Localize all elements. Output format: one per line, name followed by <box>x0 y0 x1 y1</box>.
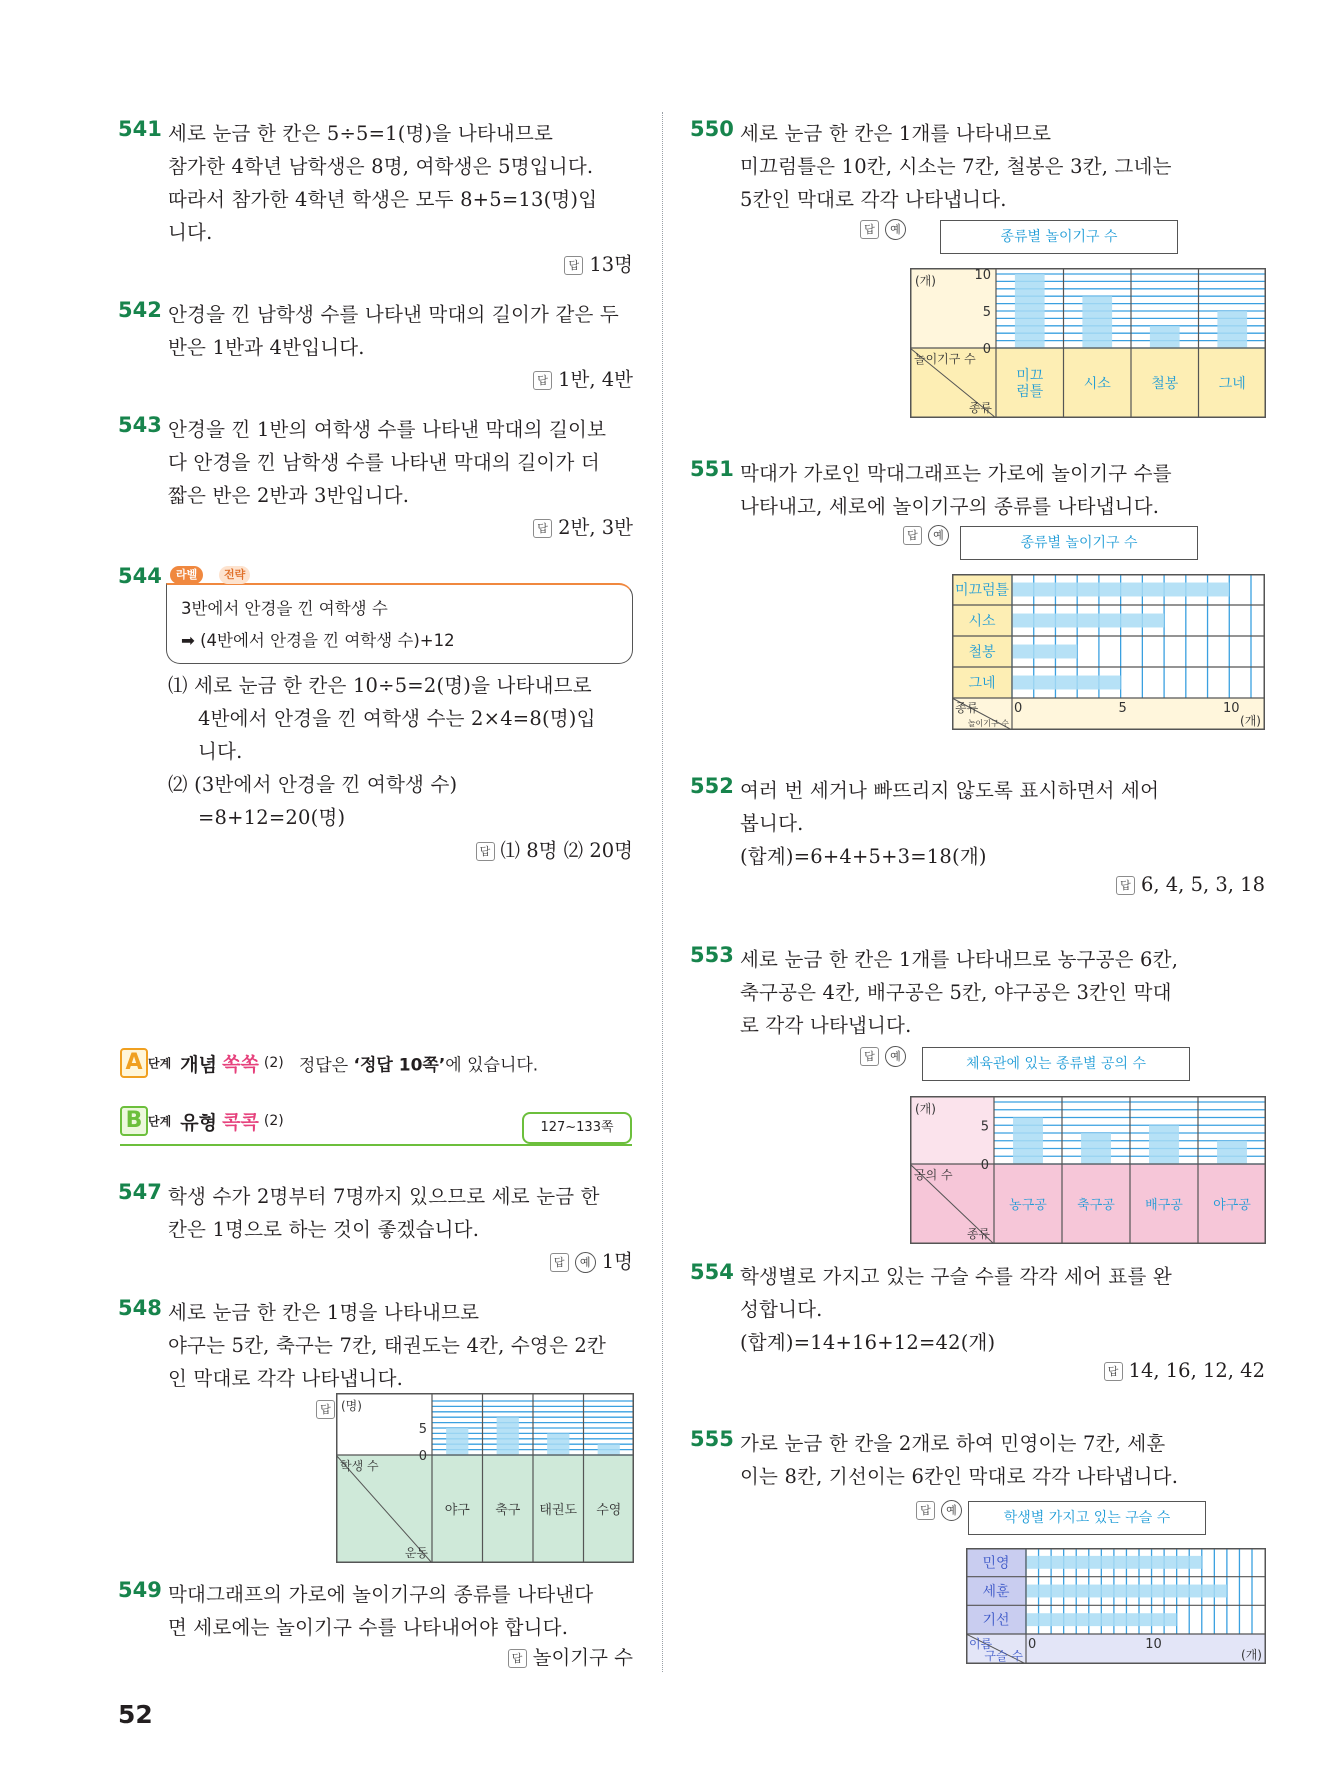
bar-축구 <box>497 1417 519 1455</box>
chart-551 <box>952 574 1265 730</box>
step-label: 단계 <box>148 1056 172 1071</box>
problem-text <box>740 774 1159 873</box>
text-line: ⑵ (3반에서 안경을 낀 여학생 수) <box>168 773 458 796</box>
answer-text: 1명 <box>601 1250 633 1273</box>
text-line: ⑴ 세로 눈금 한 칸은 10÷5=2(명)을 나타내므로 <box>168 674 592 697</box>
category-label: 시소 <box>968 613 996 630</box>
problem-542 <box>118 298 633 398</box>
text-line: 다 안경을 낀 남학생 수를 나타낸 막대의 길이가 더 <box>168 451 600 474</box>
category-axis-label: 종류 <box>955 701 979 715</box>
text-line: 세로 눈금 한 칸은 1개를 나타내므로 <box>740 122 1052 145</box>
category-axis-label: 이름 <box>969 1637 993 1651</box>
text-line: 안경을 낀 남학생 수를 나타낸 막대의 길이가 같은 두 <box>168 303 619 326</box>
answer-mark: 답 <box>916 1501 935 1520</box>
answer-text: 13명 <box>589 253 633 276</box>
example-mark: 예 <box>885 219 906 240</box>
problem-551 <box>690 457 1265 527</box>
problem-number: 543 <box>118 413 162 437</box>
unit-label: (개) <box>1240 714 1261 728</box>
bar-수영 <box>598 1444 620 1455</box>
example-mark: 예 <box>928 525 949 546</box>
answer-mark: 답 <box>564 256 583 275</box>
category-label: 야구공 <box>1213 1198 1251 1213</box>
text-line: 면 세로에는 놀이기구 수를 나타내어야 합니다. <box>168 1616 569 1639</box>
text-line: =8+12=20(명) <box>198 806 346 829</box>
strategy-line: ➡ (4반에서 안경을 낀 여학생 수)+12 <box>181 631 455 650</box>
text-line: 5칸인 막대로 각각 나타냅니다. <box>740 188 1007 211</box>
answer-mark: 답 <box>1104 1362 1123 1381</box>
problem-543 <box>118 413 633 543</box>
section-title: 유형 <box>180 1111 217 1134</box>
problem-552 <box>690 774 1265 914</box>
problem-text <box>740 117 1172 216</box>
problem-number: 541 <box>118 117 162 141</box>
problem-number: 550 <box>690 117 734 141</box>
text-line: 반은 1반과 4반입니다. <box>168 336 365 359</box>
text-line: 4반에서 안경을 낀 여학생 수는 2×4=8(명)입 <box>198 707 596 730</box>
category-label: 그네 <box>1218 376 1246 392</box>
answer-mark: 답 <box>860 1047 879 1066</box>
chart-553 <box>910 1096 1266 1244</box>
section-title-accent: 쏙쏙 <box>222 1053 259 1076</box>
category-area <box>336 1455 634 1563</box>
category-label: 그네 <box>968 675 996 692</box>
section-note-end: 에 있습니다. <box>445 1055 539 1076</box>
text-line: 칸은 1명으로 하는 것이 좋겠습니다. <box>168 1218 480 1241</box>
category-label: 수영 <box>596 1503 622 1518</box>
text-line: 이는 8칸, 기선이는 6칸인 막대로 각각 나타냅니다. <box>740 1465 1179 1488</box>
text-line: 학생별로 가지고 있는 구슬 수를 각각 세어 표를 완 <box>740 1265 1172 1288</box>
tick-label: 5 <box>982 305 991 320</box>
answer <box>533 512 633 540</box>
problem-553 <box>690 943 1265 1053</box>
problem-548 <box>118 1296 633 1406</box>
text-line: 짧은 반은 2반과 3반입니다. <box>168 484 410 507</box>
step-letter: B <box>120 1106 148 1136</box>
problem-number: 547 <box>118 1180 162 1204</box>
answer-text: 6, 4, 5, 3, 18 <box>1140 873 1265 896</box>
text-line: 야구는 5칸, 축구는 7칸, 태권도는 4칸, 수영은 2칸 <box>168 1334 607 1357</box>
problem-541 <box>118 117 633 277</box>
section-title-accent: 콕콕 <box>222 1111 259 1134</box>
problem-number: 548 <box>118 1296 162 1320</box>
category-label: 미끄 <box>1016 368 1044 384</box>
bar-태권도 <box>547 1433 569 1455</box>
category-label: 태권도 <box>539 1503 578 1518</box>
category-axis-label: 종류 <box>966 1227 990 1241</box>
text-line: 성합니다. <box>740 1298 823 1321</box>
value-axis-label: 놀이기구 수 <box>967 719 1009 728</box>
text-line: 로 각각 나타냅니다. <box>740 1014 912 1037</box>
tick-label: 0 <box>418 1449 427 1464</box>
problem-text <box>168 669 596 834</box>
problem-text <box>168 1578 593 1644</box>
answer-mark: 답 <box>903 526 922 545</box>
answer <box>476 835 634 863</box>
problem-550 <box>690 117 1265 227</box>
problem-554 <box>690 1260 1265 1400</box>
problem-text <box>168 413 606 512</box>
text-line: 나타내고, 세로에 놀이기구의 종류를 나타냅니다. <box>740 495 1160 518</box>
section-part: (2) <box>263 1113 284 1129</box>
problem-text <box>740 1427 1178 1493</box>
tick-label: 0 <box>1028 1637 1037 1652</box>
chart-svg <box>952 574 1265 730</box>
text-line: 니다. <box>198 740 243 763</box>
answer-mark-group <box>860 1046 912 1067</box>
problem-text <box>168 1296 606 1395</box>
answer-text: 14, 16, 12, 42 <box>1128 1359 1265 1382</box>
category-axis-label: 종류 <box>968 401 992 415</box>
problem-549 <box>118 1578 633 1678</box>
tick-label: 0 <box>982 342 991 357</box>
section-b-rule <box>120 1144 632 1146</box>
example-mark: 예 <box>941 1500 962 1521</box>
answer-text: 2반, 3반 <box>558 516 633 539</box>
value-axis-label: 공의 수 <box>914 1168 953 1182</box>
category-label: 야구 <box>444 1503 470 1518</box>
strategy-box <box>166 583 633 664</box>
category-label: 민영 <box>982 1555 1010 1572</box>
problem-text <box>740 457 1172 523</box>
section-note-bold: ‘정답 10쪽’ <box>353 1055 446 1076</box>
text-line: 축구공은 4칸, 배구공은 5칸, 야구공은 3칸인 막대 <box>740 981 1172 1004</box>
bar-민영 <box>1026 1556 1202 1569</box>
chart-548 <box>336 1393 634 1563</box>
answer-mark: 답 <box>316 1400 335 1419</box>
step-letter: A <box>120 1048 148 1078</box>
answer <box>550 1246 633 1274</box>
chart-svg <box>910 1096 1266 1244</box>
unit-label: (명) <box>341 1399 362 1413</box>
bar-시소 <box>1082 296 1112 348</box>
bar-농구공 <box>1013 1118 1043 1165</box>
text-line: 막대그래프의 가로에 놀이기구의 종류를 나타낸다 <box>168 1583 594 1606</box>
tick-label: 0 <box>1014 701 1023 716</box>
problem-547 <box>118 1180 633 1280</box>
text-line: 막대가 가로인 막대그래프는 가로에 놀이기구 수를 <box>740 462 1172 485</box>
value-axis-label: 놀이기구 수 <box>914 352 976 366</box>
chart-svg <box>910 268 1266 418</box>
problem-number: 551 <box>690 457 734 481</box>
category-label: 축구 <box>495 1503 521 1518</box>
bar-그네 <box>1012 676 1121 690</box>
answer <box>1104 1359 1265 1382</box>
tick-label: 5 <box>980 1119 989 1135</box>
answer-mark-group <box>903 525 955 546</box>
answer-text: 1반, 4반 <box>558 368 633 391</box>
section-part: (2) <box>263 1055 284 1071</box>
answer <box>508 1642 633 1670</box>
chart-555 <box>966 1548 1266 1664</box>
problem-number: 544 <box>118 564 162 588</box>
chart-550 <box>910 268 1266 418</box>
category-axis-label: 운동 <box>404 1546 428 1560</box>
section-note: 정답은 <box>298 1055 354 1076</box>
unit-label: (개) <box>1241 1648 1262 1662</box>
answer-text: 놀이기구 수 <box>532 1646 633 1669</box>
page-number: 52 <box>118 1700 153 1729</box>
bar-야구공 <box>1217 1141 1247 1164</box>
problem-544-solution <box>168 669 633 869</box>
answer <box>533 364 633 392</box>
page-range-tab: 127~133쪽 <box>522 1112 632 1144</box>
text-line: 봅니다. <box>740 812 804 835</box>
column-divider <box>662 112 663 1672</box>
text-line: 여러 번 세거나 빠뜨리지 않도록 표시하면서 세어 <box>740 779 1160 802</box>
tick-label: 5 <box>418 1422 427 1437</box>
answer <box>564 249 633 277</box>
category-label: 시소 <box>1083 376 1111 392</box>
bar-철봉 <box>1150 326 1180 348</box>
text-line: 학생 수가 2명부터 7명까지 있으므로 세로 눈금 한 <box>168 1185 600 1208</box>
text-line: (합계)=14+16+12=42(개) <box>740 1331 996 1354</box>
tick-label: 10 <box>974 268 991 283</box>
category-label: 세훈 <box>982 1584 1010 1600</box>
bar-시소 <box>1012 614 1164 628</box>
problem-555 <box>690 1427 1265 1497</box>
answer-mark-group <box>860 219 912 240</box>
category-label: 미끄럼틀 <box>954 582 1010 599</box>
problem-text <box>740 1260 1172 1359</box>
chart-title-553: 체육관에 있는 종류별 공의 수 <box>922 1047 1190 1081</box>
text-line: 인 막대로 각각 나타냅니다. <box>168 1367 404 1390</box>
problem-text <box>168 117 597 249</box>
answer-mark: 답 <box>860 220 879 239</box>
problem-text <box>740 943 1178 1042</box>
tick-label: 0 <box>980 1158 989 1173</box>
text-line: 가로 눈금 한 칸을 2개로 하여 민영이는 7칸, 세훈 <box>740 1432 1166 1455</box>
unit-label: (개) <box>915 1102 936 1116</box>
chart-svg <box>966 1548 1266 1664</box>
strategy-line: 3반에서 안경을 낀 여학생 수 <box>181 599 388 618</box>
category-label: 배구공 <box>1145 1198 1183 1213</box>
category-label: 럼틀 <box>1016 384 1044 400</box>
value-axis-label: 학생 수 <box>340 1459 379 1473</box>
problem-number: 552 <box>690 774 734 798</box>
bar-기선 <box>1026 1613 1177 1626</box>
bar-세훈 <box>1026 1585 1227 1598</box>
answer-mark: 답 <box>476 842 495 861</box>
section-title: 개념 <box>180 1053 217 1076</box>
bar-야구 <box>446 1428 468 1455</box>
text-line: 니다. <box>168 221 213 244</box>
text-line: 세로 눈금 한 칸은 1명을 나타내므로 <box>168 1301 480 1324</box>
problem-text <box>168 1180 600 1246</box>
text-line: 미끄럼틀은 10칸, 시소는 7칸, 철봉은 3칸, 그네는 <box>740 155 1172 178</box>
bar-축구공 <box>1081 1133 1111 1164</box>
problem-number: 542 <box>118 298 162 322</box>
answer-mark: 답 <box>508 1649 527 1668</box>
category-label: 농구공 <box>1009 1198 1047 1213</box>
section-a-header <box>120 1048 640 1082</box>
bar-미끄럼틀 <box>1015 274 1045 348</box>
chart-title-555: 학생별 가지고 있는 구슬 수 <box>968 1501 1206 1535</box>
problem-number: 553 <box>690 943 734 967</box>
step-label: 단계 <box>148 1114 172 1129</box>
chart-svg <box>336 1393 634 1563</box>
bar-그네 <box>1217 311 1247 348</box>
bar-미끄럼틀 <box>1012 583 1229 597</box>
category-label: 축구공 <box>1077 1198 1115 1213</box>
text-line: 참가한 4학년 남학생은 8명, 여학생은 5명입니다. <box>168 155 594 178</box>
category-label: 철봉 <box>968 644 996 661</box>
label-badge: 라벨 <box>170 566 203 584</box>
text-line: 따라서 참가한 4학년 학생은 모두 8+5=13(명)입 <box>168 188 598 211</box>
chart-title-550: 종류별 놀이기구 수 <box>940 220 1178 254</box>
category-label: 철봉 <box>1151 376 1179 392</box>
answer-mark: 답 <box>533 519 552 538</box>
answer-text: ⑴ 8명 ⑵ 20명 <box>500 839 633 862</box>
answer-mark-group <box>916 1500 968 1521</box>
tick-label: 10 <box>1222 701 1240 716</box>
strategy-badge: 전략 <box>219 566 250 584</box>
unit-label: (개) <box>915 274 936 288</box>
text-line: 세로 눈금 한 칸은 5÷5=1(명)을 나타내므로 <box>168 122 554 145</box>
problem-number: 555 <box>690 1427 734 1451</box>
tick-label: 5 <box>1118 701 1127 716</box>
text-line: 안경을 낀 1반의 여학생 수를 나타낸 막대의 길이보 <box>168 418 607 441</box>
problem-text <box>168 298 619 364</box>
text-line: 세로 눈금 한 칸은 1개를 나타내므로 농구공은 6칸, <box>740 948 1179 971</box>
answer-mark: 답 <box>550 1253 569 1272</box>
value-axis-label: 구슬 수 <box>984 1649 1023 1663</box>
tick-label: 10 <box>1145 1637 1162 1652</box>
chart-title-551: 종류별 놀이기구 수 <box>960 526 1198 560</box>
category-label: 기선 <box>982 1612 1010 1629</box>
answer-mark: 답 <box>1116 876 1135 895</box>
example-mark: 예 <box>885 1046 906 1067</box>
answer-mark: 답 <box>533 371 552 390</box>
example-mark: 예 <box>575 1252 596 1273</box>
text-line: (합계)=6+4+5+3=18(개) <box>740 845 987 868</box>
answer <box>1116 873 1265 896</box>
problem-number: 554 <box>690 1260 734 1284</box>
problem-number: 549 <box>118 1578 162 1602</box>
bar-철봉 <box>1012 645 1077 659</box>
section-b-header <box>120 1106 632 1142</box>
bar-배구공 <box>1149 1125 1179 1164</box>
